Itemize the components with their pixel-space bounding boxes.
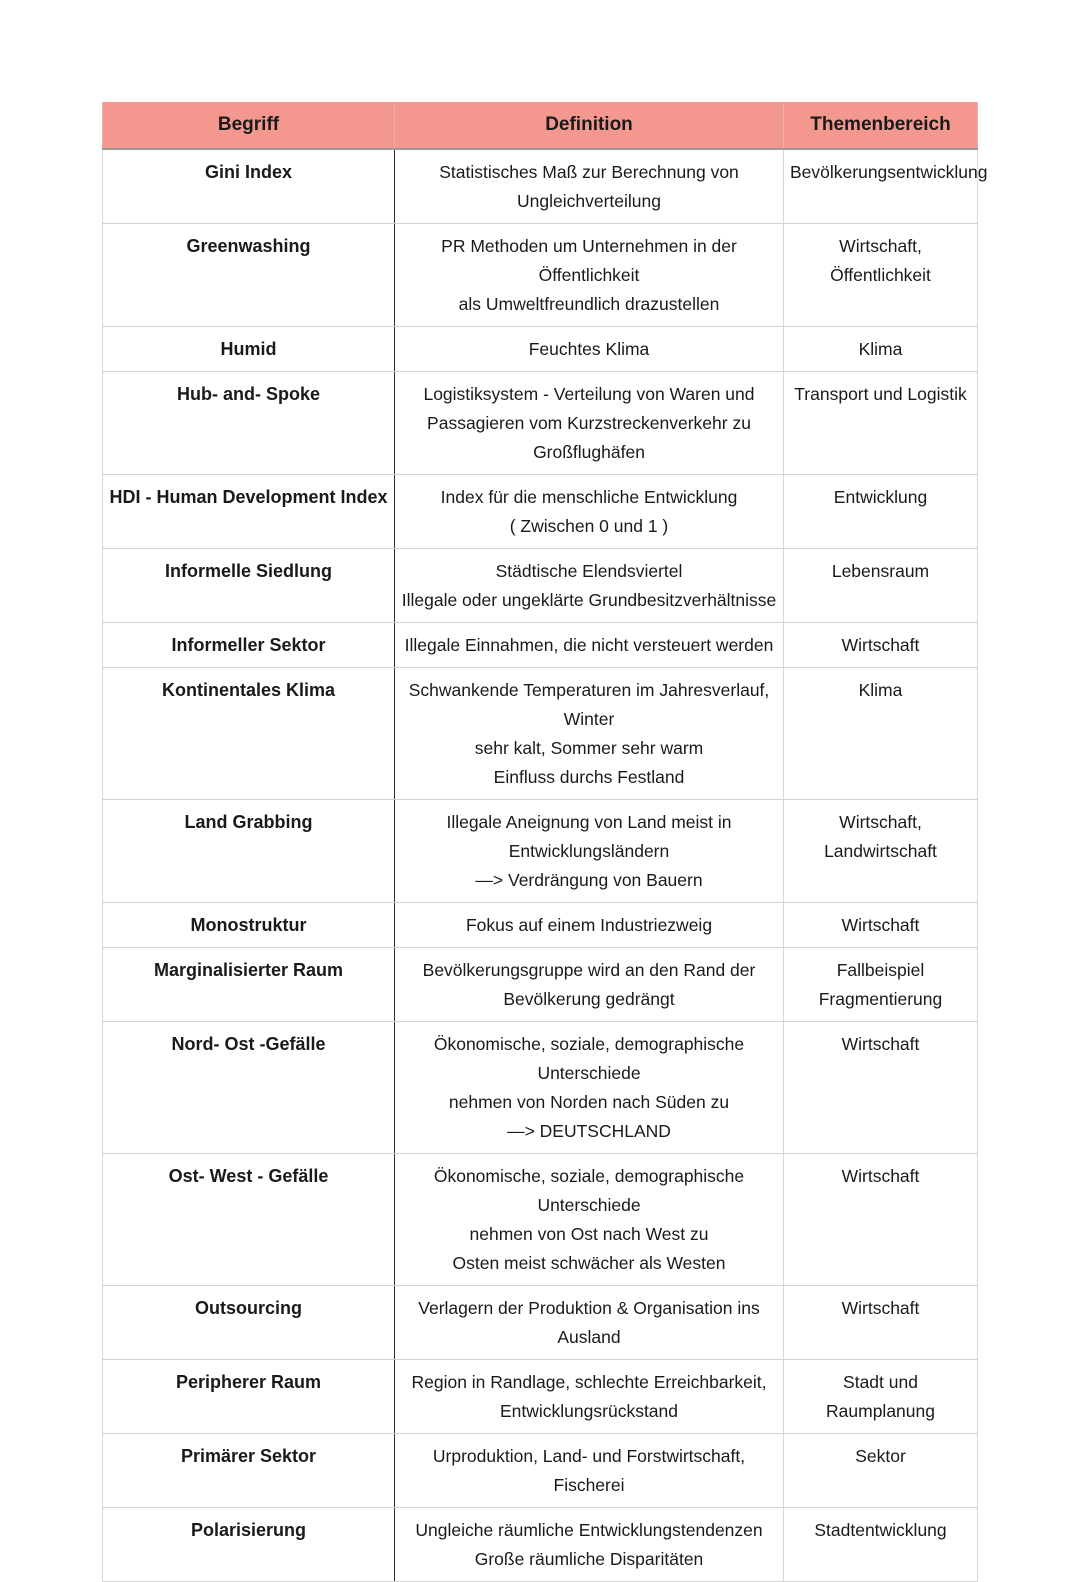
topic-line: Entwicklung — [833, 487, 928, 507]
definition-line: Ungleiche räumliche Entwicklungstendenzen — [415, 1520, 763, 1540]
topic-cell — [784, 623, 978, 668]
term-cell: Land Grabbing — [103, 800, 395, 903]
topic-cell — [784, 948, 978, 1022]
table-row — [103, 372, 978, 475]
topic-line: Sektor — [855, 1446, 906, 1466]
definition-line: Schwankende Temperaturen im Jahresverlauf, Winter — [408, 680, 770, 729]
column-header-topic: Themenbereich — [784, 102, 978, 149]
definition-line: ( Zwischen 0 und 1 ) — [509, 516, 669, 536]
topic-cell — [784, 1508, 978, 1582]
table-row — [103, 549, 978, 623]
definition-line: sehr kalt, Sommer sehr warm — [474, 738, 704, 758]
definition-line: Illegale Aneignung von Land meist in — [446, 812, 732, 832]
definition-line: Illegale oder ungeklärte Grundbesitzverhältnisse — [401, 590, 777, 610]
definition-line: Urproduktion, Land- und Forstwirtschaft, Fischerei — [432, 1446, 746, 1495]
definition-line: —> Verdrängung von Bauern — [475, 870, 703, 890]
term-cell: Primärer Sektor — [103, 1434, 395, 1508]
definition-line: Große räumliche Disparitäten — [474, 1549, 704, 1569]
topic-cell — [784, 800, 978, 903]
definition-cell — [395, 549, 784, 623]
topic-cell — [784, 1360, 978, 1434]
definition-cell — [395, 668, 784, 800]
definition-line: als Umweltfreundlich drazustellen — [458, 294, 720, 314]
topic-line: Wirtschaft — [841, 1298, 920, 1318]
topic-cell — [784, 549, 978, 623]
table-row — [103, 1360, 978, 1434]
topic-line: Klima — [858, 339, 903, 359]
definition-line: Städtische Elendsviertel — [495, 561, 683, 581]
definition-cell — [395, 1154, 784, 1286]
definition-line: Entwicklungsrückstand — [500, 1401, 678, 1421]
topic-line: Bevölkerungsentwicklung — [790, 162, 988, 182]
definition-line: Osten meist schwächer als Westen — [452, 1253, 726, 1273]
table-row — [103, 800, 978, 903]
table-row — [103, 1154, 978, 1286]
term-cell: Informelle Siedlung — [103, 549, 395, 623]
table-row — [103, 1508, 978, 1582]
definition-line: nehmen von Norden nach Süden zu — [448, 1092, 730, 1112]
table-row — [103, 1434, 978, 1508]
glossary-sheet — [102, 102, 988, 1582]
glossary-table — [102, 102, 988, 1582]
topic-cell — [784, 475, 978, 549]
definition-cell — [395, 623, 784, 668]
table-row — [103, 1286, 978, 1360]
topic-line: Wirtschaft, — [839, 812, 922, 832]
definition-line: Statistisches Maß zur Berechnung von — [439, 162, 739, 182]
topic-line: Landwirtschaft — [824, 841, 937, 861]
topic-cell — [784, 668, 978, 800]
definition-line: Großflughäfen — [533, 442, 645, 462]
term-cell: Hub- and- Spoke — [103, 372, 395, 475]
definition-cell — [395, 475, 784, 549]
definition-line: Logistiksystem - Verteilung von Waren und — [423, 384, 755, 404]
topic-cell — [784, 224, 978, 327]
topic-line: Fragmentierung — [818, 989, 943, 1009]
table-row — [103, 224, 978, 327]
table-row — [103, 903, 978, 948]
table-row — [103, 327, 978, 372]
definition-cell — [395, 1434, 784, 1508]
topic-line: Stadtentwicklung — [814, 1520, 947, 1540]
definition-line: Ökonomische, soziale, demographische Unterschiede — [433, 1166, 745, 1215]
topic-cell — [784, 327, 978, 372]
term-cell: Marginalisierter Raum — [103, 948, 395, 1022]
topic-line: Fallbeispiel — [836, 960, 925, 980]
table-row — [103, 149, 978, 224]
topic-line: Transport und Logistik — [794, 384, 967, 404]
definition-line: Bevölkerungsgruppe wird an den Rand der — [422, 960, 756, 980]
term-cell: Ost- West - Gefälle — [103, 1154, 395, 1286]
topic-cell — [784, 1286, 978, 1360]
definition-cell — [395, 149, 784, 224]
definition-line: Ökonomische, soziale, demographische Unterschiede — [433, 1034, 745, 1083]
table-row — [103, 948, 978, 1022]
glossary-body — [103, 149, 988, 1582]
topic-cell — [784, 372, 978, 475]
definition-cell — [395, 903, 784, 948]
definition-cell — [395, 372, 784, 475]
table-row — [103, 1022, 978, 1154]
term-cell: Greenwashing — [103, 224, 395, 327]
column-header-term: Begriff — [103, 102, 395, 149]
term-cell: Kontinentales Klima — [103, 668, 395, 800]
topic-cell — [784, 149, 988, 224]
term-cell: Nord- Ost -Gefälle — [103, 1022, 395, 1154]
definition-line: —> DEUTSCHLAND — [507, 1121, 671, 1141]
term-cell: Polarisierung — [103, 1508, 395, 1582]
definition-line: Ungleichverteilung — [517, 191, 661, 211]
definition-cell — [395, 1508, 784, 1582]
definition-line: nehmen von Ost nach West zu — [469, 1224, 709, 1244]
topic-cell — [784, 1154, 978, 1286]
definition-cell — [395, 1286, 784, 1360]
definition-cell — [395, 1022, 784, 1154]
definition-line: PR Methoden um Unternehmen in der Öffentlichkeit — [441, 236, 737, 285]
term-cell: Outsourcing — [103, 1286, 395, 1360]
topic-cell — [784, 1022, 978, 1154]
topic-line: Wirtschaft — [841, 635, 920, 655]
topic-line: Klima — [858, 680, 903, 700]
definition-line: Index für die menschliche Entwicklung — [440, 487, 738, 507]
definition-line: Einfluss durchs Festland — [493, 767, 685, 787]
topic-line: Wirtschaft — [841, 915, 920, 935]
term-cell: Monostruktur — [103, 903, 395, 948]
definition-cell — [395, 1360, 784, 1434]
definition-line: Fokus auf einem Industriezweig — [465, 915, 713, 935]
definition-line: Verlagern der Produktion & Organisation ins Ausland — [418, 1298, 760, 1347]
definition-cell — [395, 224, 784, 327]
term-cell: Humid — [103, 327, 395, 372]
column-header-definition: Definition — [395, 102, 784, 149]
header-row — [103, 102, 978, 149]
topic-cell — [784, 903, 978, 948]
topic-line: Wirtschaft — [841, 1166, 920, 1186]
term-cell: Informeller Sektor — [103, 623, 395, 668]
topic-cell — [784, 1434, 978, 1508]
definition-cell — [395, 948, 784, 1022]
table-row — [103, 668, 978, 800]
definition-line: Region in Randlage, schlechte Erreichbarkeit, — [411, 1372, 767, 1392]
table-row — [103, 623, 978, 668]
topic-line: Stadt und Raumplanung — [826, 1372, 935, 1421]
definition-cell — [395, 800, 784, 903]
term-cell: HDI - Human Development Index — [103, 475, 395, 549]
definition-line: Entwicklungsländern — [508, 841, 670, 861]
topic-line: Lebensraum — [831, 561, 930, 581]
topic-line: Wirtschaft, Öffentlichkeit — [830, 236, 931, 285]
definition-cell — [395, 327, 784, 372]
definition-line: Passagieren vom Kurzstreckenverkehr zu — [427, 413, 751, 433]
table-row — [103, 475, 978, 549]
topic-line: Wirtschaft — [841, 1034, 920, 1054]
definition-line: Illegale Einnahmen, die nicht versteuert werden — [404, 635, 774, 655]
definition-line: Bevölkerung gedrängt — [503, 989, 675, 1009]
term-cell: Peripherer Raum — [103, 1360, 395, 1434]
term-cell: Gini Index — [103, 149, 395, 224]
definition-line: Feuchtes Klima — [528, 339, 650, 359]
